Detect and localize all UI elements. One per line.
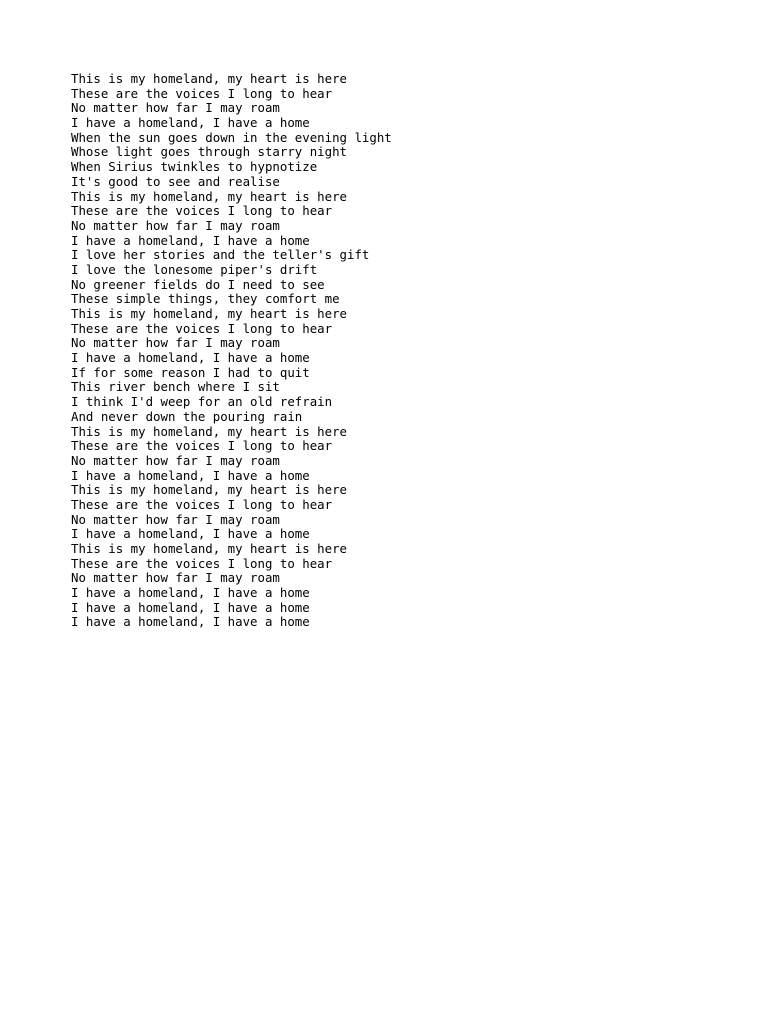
text-line: These are the voices I long to hear <box>71 85 333 101</box>
text-line: I have a homeland, I have a home <box>71 467 310 483</box>
text-line: These are the voices I long to hear <box>71 438 333 454</box>
lyrics-text-block <box>71 72 751 630</box>
text-line: This is my homeland, my heart is here <box>71 423 348 439</box>
text-line: No greener fields do I need to see <box>71 276 325 292</box>
text-line: I have a homeland, I have a home <box>71 599 310 615</box>
text-line: I have a homeland, I have a home <box>71 526 310 542</box>
text-line: It's good to see and realise <box>71 173 280 189</box>
text-line: No matter how far I may roam <box>71 570 280 586</box>
text-line: When the sun goes down in the evening light <box>71 129 392 145</box>
text-line: When Sirius twinkles to hypnotize <box>71 159 318 175</box>
text-line: This river bench where I sit <box>71 379 280 395</box>
text-line: This is my homeland, my heart is here <box>71 306 348 321</box>
text-line: Whose light goes through starry night <box>71 144 348 160</box>
text-line: No matter how far I may roam <box>71 511 280 527</box>
text-line: And never down the pouring rain <box>71 408 303 424</box>
text-line: No matter how far I may roam <box>71 217 280 233</box>
text-line: These simple things, they comfort me <box>71 291 340 307</box>
text-line: No matter how far I may roam <box>71 100 280 116</box>
text-line: These are the voices I long to hear <box>71 555 333 571</box>
text-line: I love her stories and the teller's gift <box>71 247 370 263</box>
text-line: I have a homeland, I have a home <box>71 614 310 630</box>
text-line: If for some reason I had to quit <box>71 364 310 380</box>
text-line: I have a homeland, I have a home <box>71 115 310 131</box>
text-line: I have a homeland, I have a home <box>71 585 310 601</box>
document-page <box>71 72 751 630</box>
text-line: This is my homeland, my heart is here <box>71 541 348 556</box>
text-line: This is my homeland, my heart is here <box>71 71 348 86</box>
text-line: No matter how far I may roam <box>71 452 280 468</box>
text-line: These are the voices I long to hear <box>71 496 333 512</box>
text-line: I love the lonesome piper's drift <box>71 261 318 277</box>
text-line: No matter how far I may roam <box>71 335 280 351</box>
text-line: I think I'd weep for an old refrain <box>71 394 333 410</box>
text-line: I have a homeland, I have a home <box>71 350 310 366</box>
text-line: These are the voices I long to hear <box>71 320 333 336</box>
text-line: This is my homeland, my heart is here <box>71 482 348 498</box>
text-line: This is my homeland, my heart is here <box>71 188 348 204</box>
text-line: These are the voices I long to hear <box>71 203 333 219</box>
text-line: I have a homeland, I have a home <box>71 232 310 248</box>
